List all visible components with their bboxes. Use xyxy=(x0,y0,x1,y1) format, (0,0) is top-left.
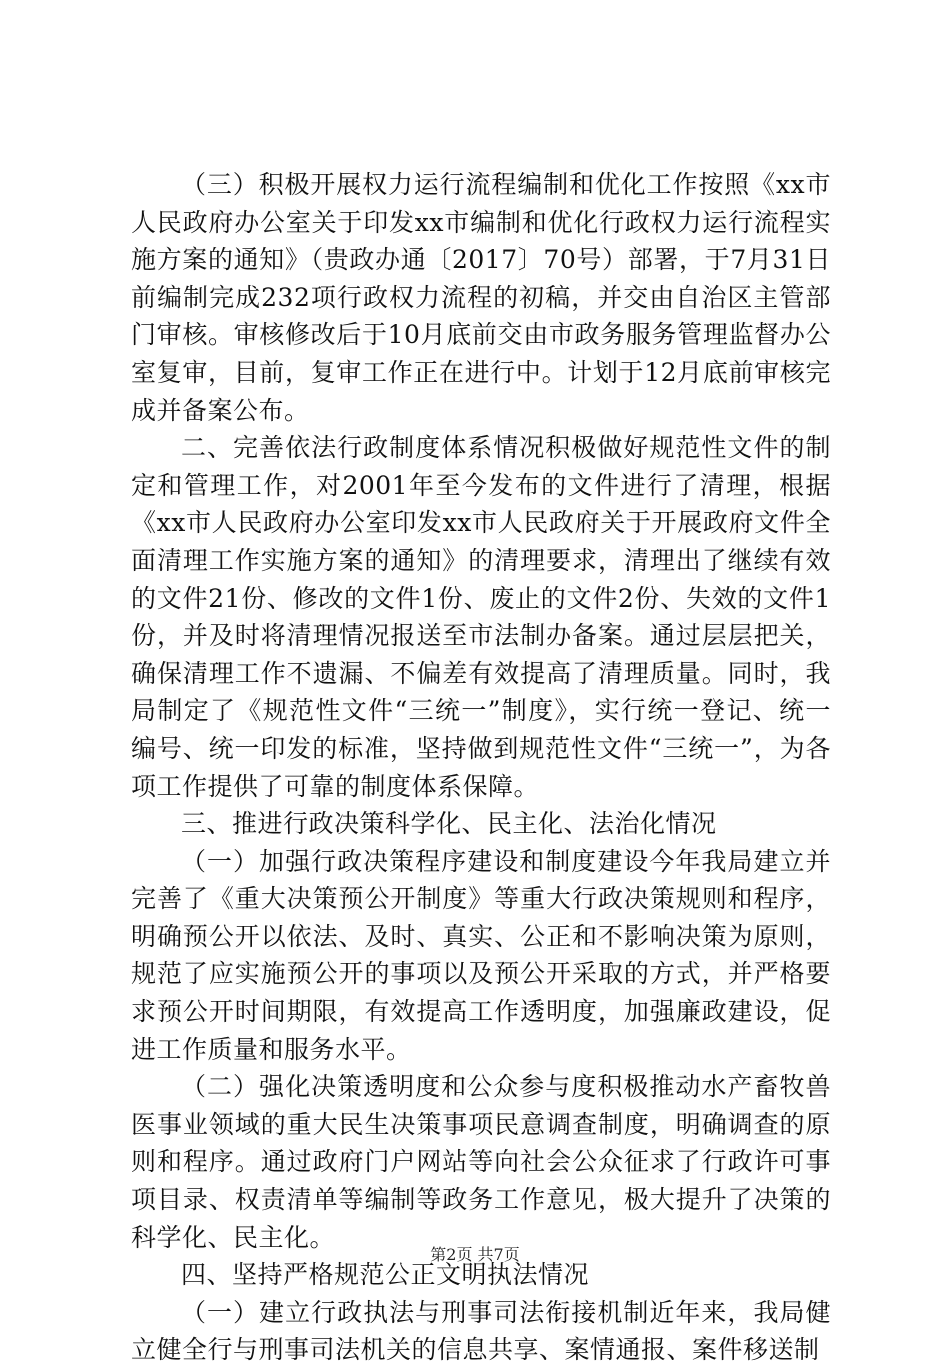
document-body xyxy=(131,166,831,1369)
paragraph-section-3-1: （一）加强行政决策程序建设和制度建设今年我局建立并完善了《重大决策预公开制度》等重大行政决策规则和程序，明确预公开以依法、及时、真实、公正和不影响决策为原则，规范了应实施预公开的事项以及预公开采取的方式，并严格要求预公开时间期限，有效提高工作透明度，加强廉政建设，促进工作质量和服务水平。 xyxy=(131,846,831,1064)
paragraph-section-4-1: （一）建立行政执法与刑事司法衔接机制近年来，我局健立健全行与刑事司法机关的信息共享、案情通报、案件移送制 xyxy=(131,1297,831,1365)
paragraph-section-3-2: （二）强化决策透明度和公众参与度积极推动水产畜牧兽医事业领域的重大民生决策事项民意调查制度，明确调查的原则和程序。通过政府门户网站等向社会公众征求了行政许可事项目录、权责清单等编制等政务工作意见，极大提升了决策的科学化、民主化。 xyxy=(131,1072,831,1252)
paragraph-section-3-3: （三）积极开展权力运行流程编制和优化工作按照《xx市人民政府办公室关于印发xx市编制和优化行政权力运行流程实施方案的通知》（贵政办通〔2017〕70号）部署，于7月31日前编制完成232项行政权力流程的初稿，并交由自治区主管部门审核。审核修改后于10月底前交由市政务服务管理监督办公室复审，目前，复审工作正在进行中。计划于12月底前审核完成并备案公布。 xyxy=(131,170,831,425)
heading-section-4: 四、坚持严格规范公正文明执法情况 xyxy=(181,1260,590,1290)
paragraph-section-2: 二、完善依法行政制度体系情况积极做好规范性文件的制定和管理工作，对2001年至今发布的文件进行了清理，根据《xx市人民政府办公室印发xx市人民政府关于开展政府文件全面清理工作实施方案的通知》的清理要求，清理出了继续有效的文件21份、修改的文件1份、废止的文件2份、失效的文件1份，并及时将清理情况报送至市法制办备案。通过层层把关，确保清理工作不遗漏、不偏差有效提高了清理质量。同时，我局制定了《规范性文件“三统一”制度》，实行统一登记、统一编号、统一印发的标准，坚持做到规范性文件“三统一”，为各项工作提供了可靠的制度体系保障。 xyxy=(131,433,831,801)
heading-section-3: 三、推进行政决策科学化、民主化、法治化情况 xyxy=(181,809,717,839)
page-number-footer: 第2页 共7页 xyxy=(430,1245,520,1264)
